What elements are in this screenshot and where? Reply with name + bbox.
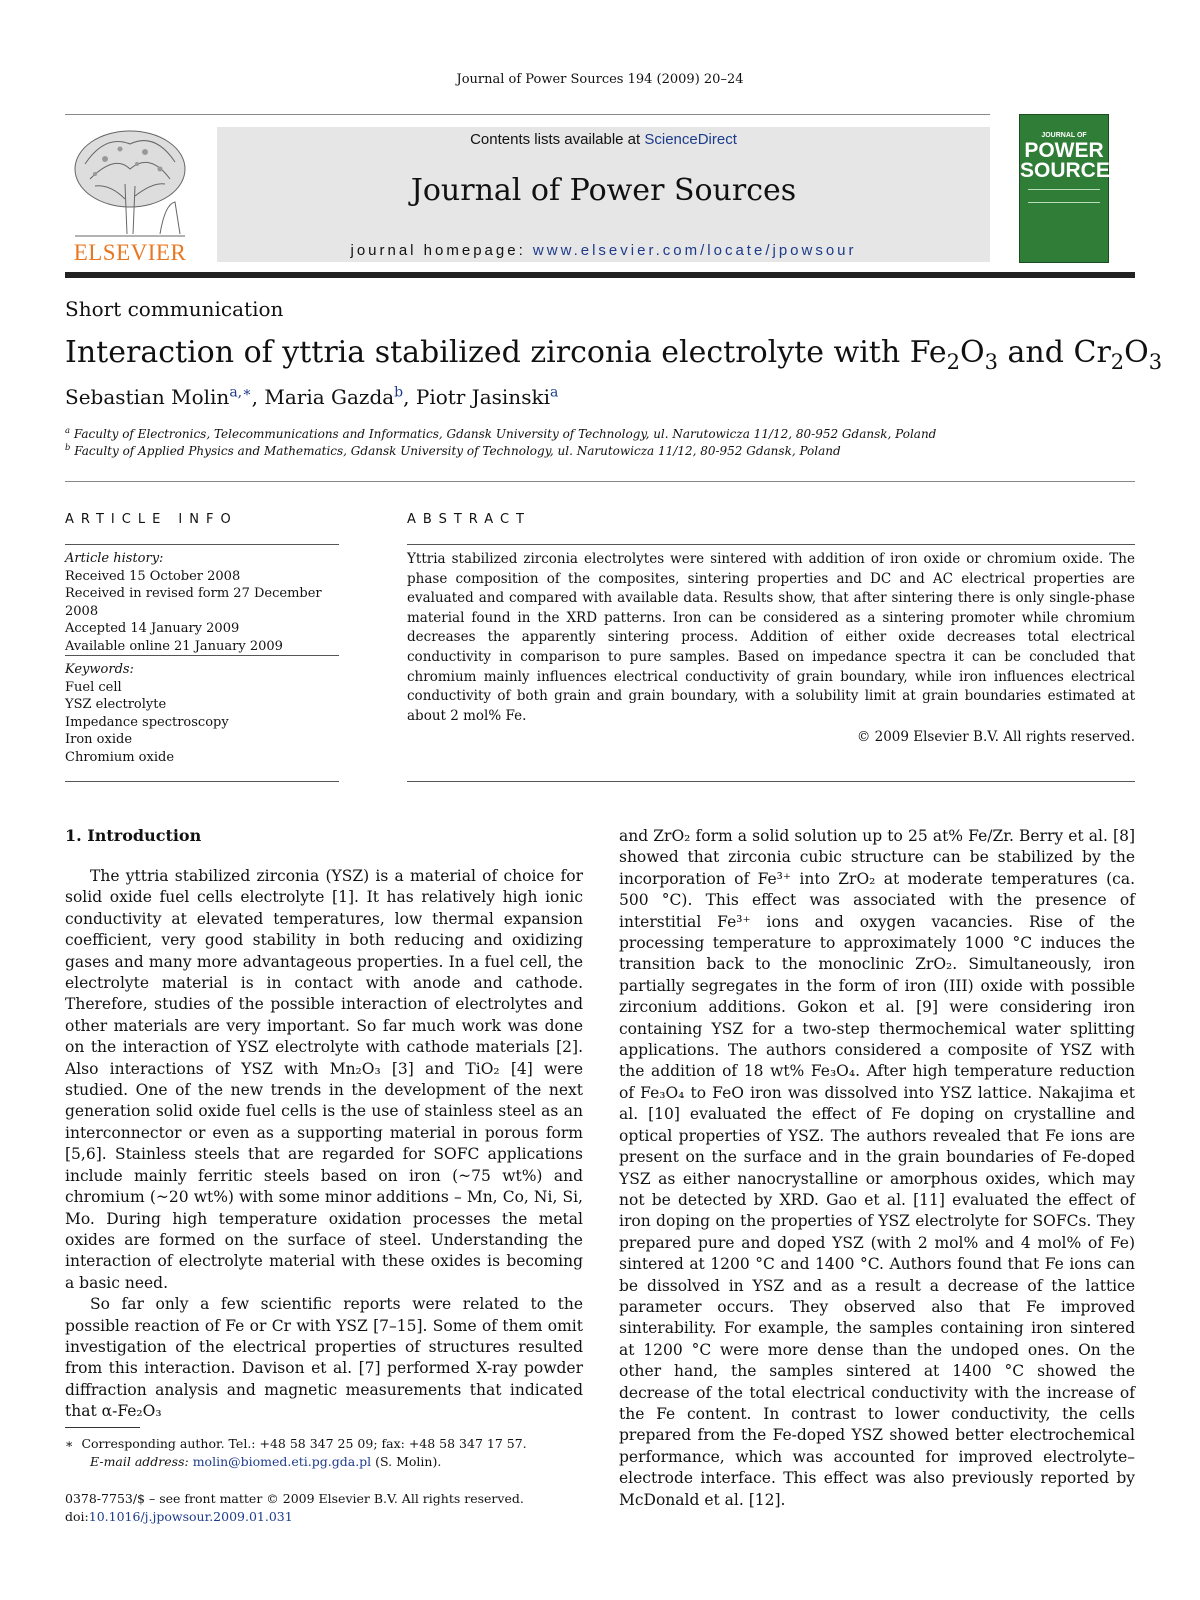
abstract-rule <box>407 544 1135 545</box>
history-online: Available online 21 January 2009 <box>65 638 283 654</box>
contents-line <box>217 131 990 148</box>
keyword-item: Fuel cell <box>65 679 122 695</box>
footnote-rule <box>65 1427 140 1428</box>
journal-name: Journal of Power Sources <box>410 173 797 208</box>
article-info-end-rule <box>65 781 339 782</box>
cover-decoration <box>1028 189 1100 203</box>
abstract-end-rule <box>407 781 1135 782</box>
affiliation-a: $^a$ Faculty of Electronics, Telecommunications and Informatics, Gdansk University of Technology, ul. Narutowicza 11/12, 80-952 Gdansk, Poland <box>65 425 937 441</box>
elsevier-logo-text: ELSEVIER <box>73 240 187 265</box>
contents-prefix: Contents lists available at <box>470 131 645 148</box>
author-name: Maria Gazda <box>264 385 395 409</box>
affiliation-b: $^b$ Faculty of Applied Physics and Mathematics, Gdansk University of Technology, ul. Narutowicza 11/12, 80-952 Gdansk, Poland <box>65 442 841 458</box>
doi-line: doi:10.1016/j.jpowsour.2009.01.031 <box>65 1509 293 1524</box>
journal-cover-image[interactable] <box>1019 114 1124 263</box>
article-history <box>65 550 339 655</box>
article-info-rule <box>65 544 339 545</box>
header-thick-rule <box>65 272 1135 278</box>
homepage-prefix: journal homepage: <box>350 242 533 259</box>
author-name: Piotr Jasinski <box>415 385 550 409</box>
abstract-copyright: © 2009 Elsevier B.V. All rights reserved. <box>856 729 1135 745</box>
sciencedirect-link[interactable]: ScienceDirect <box>644 131 737 148</box>
issn-line: 0378-7753/$ – see front matter © 2009 Elsevier B.V. All rights reserved. <box>65 1491 524 1506</box>
author-list: Sebastian Molin$^{a,∗}$, Maria Gazda$^b$, Piotr Jasinski$^a$ <box>65 384 559 409</box>
article-type: Short communication <box>65 297 284 321</box>
cover-title-line-2: SOURCES <box>1020 159 1124 182</box>
author-affiliation-mark[interactable]: a,∗ <box>229 384 252 401</box>
keyword-item: Iron oxide <box>65 732 133 747</box>
footnote-corresponding: ∗ Corresponding author. Tel.: +48 58 347 25 09; fax: +48 58 347 17 57. <box>65 1436 527 1451</box>
history-label: Article history: <box>65 551 164 566</box>
section-heading-introduction: 1. Introduction <box>65 826 202 845</box>
paragraph: and ZrO₂ form a solid solution up to 25 at% Fe/Zr. Berry et al. [8] showed that zirconia cubic structure can be stabilized by the incorporation of Fe³⁺ into ZrO₂ at moderate temperatures (ca. 500 °C). This effect was associated with the presence of interstitial Fe³⁺ ions and oxygen vacancies. Rise of the processing temperature to approximately 1000 °C induces the transition back to the monoclinic ZrO₂. Simultaneously, iron partially segregates in the form of iron (III) oxide with possible zirconium additions. Gokon et al. [9] were considering iron containing YSZ for a two-step thermochemical water splitting applications. The authors considered a composite of YSZ with the addition of 18 wt% Fe₃O₄. After high temperature reduction of Fe₃O₄ to FeO iron was dissolved into YSZ lattice. Nakajima et al. [10] evaluated the effect of Fe doping on crystalline and optical properties of YSZ. The authors revealed that Fe ions are present on the surface and in the grain boundaries of Fe-doped YSZ as either nanocrystalline or amorphous oxides, which may not be detected by XRD. Gao et al. [11] evaluated the effect of iron doping on the properties of YSZ electrolyte for SOFCs. They prepared pure and doped YSZ (with 2 mol% and 4 mol% of Fe) sintered at 1200 °C and 1400 °C. Authors found that Fe ions can be dissolved in YSZ and as a result a decrease of the lattice parameter occurs. They observed also that Fe improved sinterability. For example, the samples containing iron sintered at 1200 °C were more dense than the undoped ones. On the other hand, the samples sintered at 1400 °C showed the decrease of the total electrical conductivity with the increase of the Fe content. In contrast to lower conductivity, the cells prepared from the Fe-doped YSZ showed better electrochemical performance, which was accounted for improved electrolyte–electrode interface. This effect was also previously reported by McDonald et al. [12]. <box>619 827 1135 1509</box>
paragraph: So far only a few scientific reports were related to the possible reaction of Fe or Cr with YSZ [7–15]. Some of them omit investigation of the electrical properties of structures resulted from this interaction. Davison et al. [7] performed X-ray powder diffraction analysis and magnetic measurements that indicated that α-Fe₂O₃ <box>65 1295 583 1421</box>
keywords <box>65 661 339 766</box>
article-info-heading: ARTICLE INFO <box>65 512 238 527</box>
history-received: Received 15 October 2008 <box>65 568 241 584</box>
homepage-line <box>217 242 990 259</box>
keyword-item: Chromium oxide <box>65 749 175 765</box>
title-block-rule <box>65 481 1135 482</box>
journal-banner <box>217 127 990 262</box>
cover-title-line-1: POWER <box>1024 139 1104 162</box>
author-affiliation-mark[interactable]: b <box>394 384 404 401</box>
article-title: Interaction of yttria stabilized zirconia electrolyte with $Fe_2O_3$ and $Cr_2O_3$ <box>65 335 1163 374</box>
homepage-link[interactable]: www.elsevier.com/locate/jpowsour <box>532 242 857 259</box>
keywords-rule <box>65 655 339 656</box>
keywords-label: Keywords: <box>65 662 134 677</box>
cover-small-text: JOURNAL OF <box>1041 132 1087 139</box>
body-right-column <box>619 826 1135 1511</box>
journal-citation: Journal of Power Sources 194 (2009) 20–24 <box>456 72 744 87</box>
doi-link[interactable]: 10.1016/j.jpowsour.2009.01.031 <box>88 1509 293 1524</box>
keyword-item: YSZ electrolyte <box>65 697 167 712</box>
abstract-heading: ABSTRACT <box>407 512 531 527</box>
abstract-text: Yttria stabilized zirconia electrolytes were sintered with addition of iron oxide or chromium oxide. The phase composition of the composites, sintering properties and DC and AC electrical properties are evaluated and compared with available data. Results show, that after sintering there is only single-phase material found in the XRD patterns. Iron can be considered as a sintering promoter while chromium decreases the apparently sintering process. Addition of either oxide decreases total electrical conductivity in comparison to pure samples. Based on impedance spectra it can be concluded that chromium mainly influences electrical conductivity of grain boundary, while iron influences electrical conductivity of both grain and grain boundary, with a solubility limit at grain boundaries estimated at about 2 mol% Fe. <box>407 551 1135 724</box>
history-revised: Received in revised form 27 December 2008 <box>65 586 322 619</box>
author-name: Sebastian Molin <box>65 385 230 409</box>
header-rule <box>65 114 990 115</box>
footnote-email: E-mail address: molin@biomed.eti.pg.gda.pl (S. Molin). <box>90 1454 442 1469</box>
paragraph: The yttria stabilized zirconia (YSZ) is a material of choice for solid oxide fuel cells electrolyte [1]. It has relatively high ionic conductivity at elevated temperatures, low thermal expansion coefficient, very good stability in both reducing and oxidizing gases and many more advantageous properties. In a fuel cell, the electrolyte material is in contact with anode and cathode. Therefore, studies of the possible interaction of electrolytes and other materials are very important. So far much work was done on the interaction of YSZ electrolyte with cathode materials [2]. Also interactions of YSZ with Mn₂O₃ [3] and TiO₂ [4] were studied. One of the new trends in the development of the next generation solid oxide fuel cells is the use of stainless steel as an interconnector or even as a supporting material in porous form [5,6]. Stainless steels that are regarded for SOFC applications include mainly ferritic steels based on iron (~75 wt%) and chromium (~20 wt%) with some minor additions – Mn, Co, Ni, Si, Mo. During high temperature oxidation processes the metal oxides are formed on the surface of steel. Understanding the interaction of electrolyte material with these oxides is becoming a basic need. <box>65 867 583 1292</box>
keyword-item: Impedance spectroscopy <box>65 714 229 730</box>
footnote-mark: ∗ <box>65 1436 74 1451</box>
email-link[interactable]: molin@biomed.eti.pg.gda.pl <box>192 1454 372 1469</box>
history-accepted: Accepted 14 January 2009 <box>65 621 240 636</box>
body-left-column <box>65 866 583 1423</box>
author-affiliation-mark[interactable]: a <box>549 384 559 401</box>
